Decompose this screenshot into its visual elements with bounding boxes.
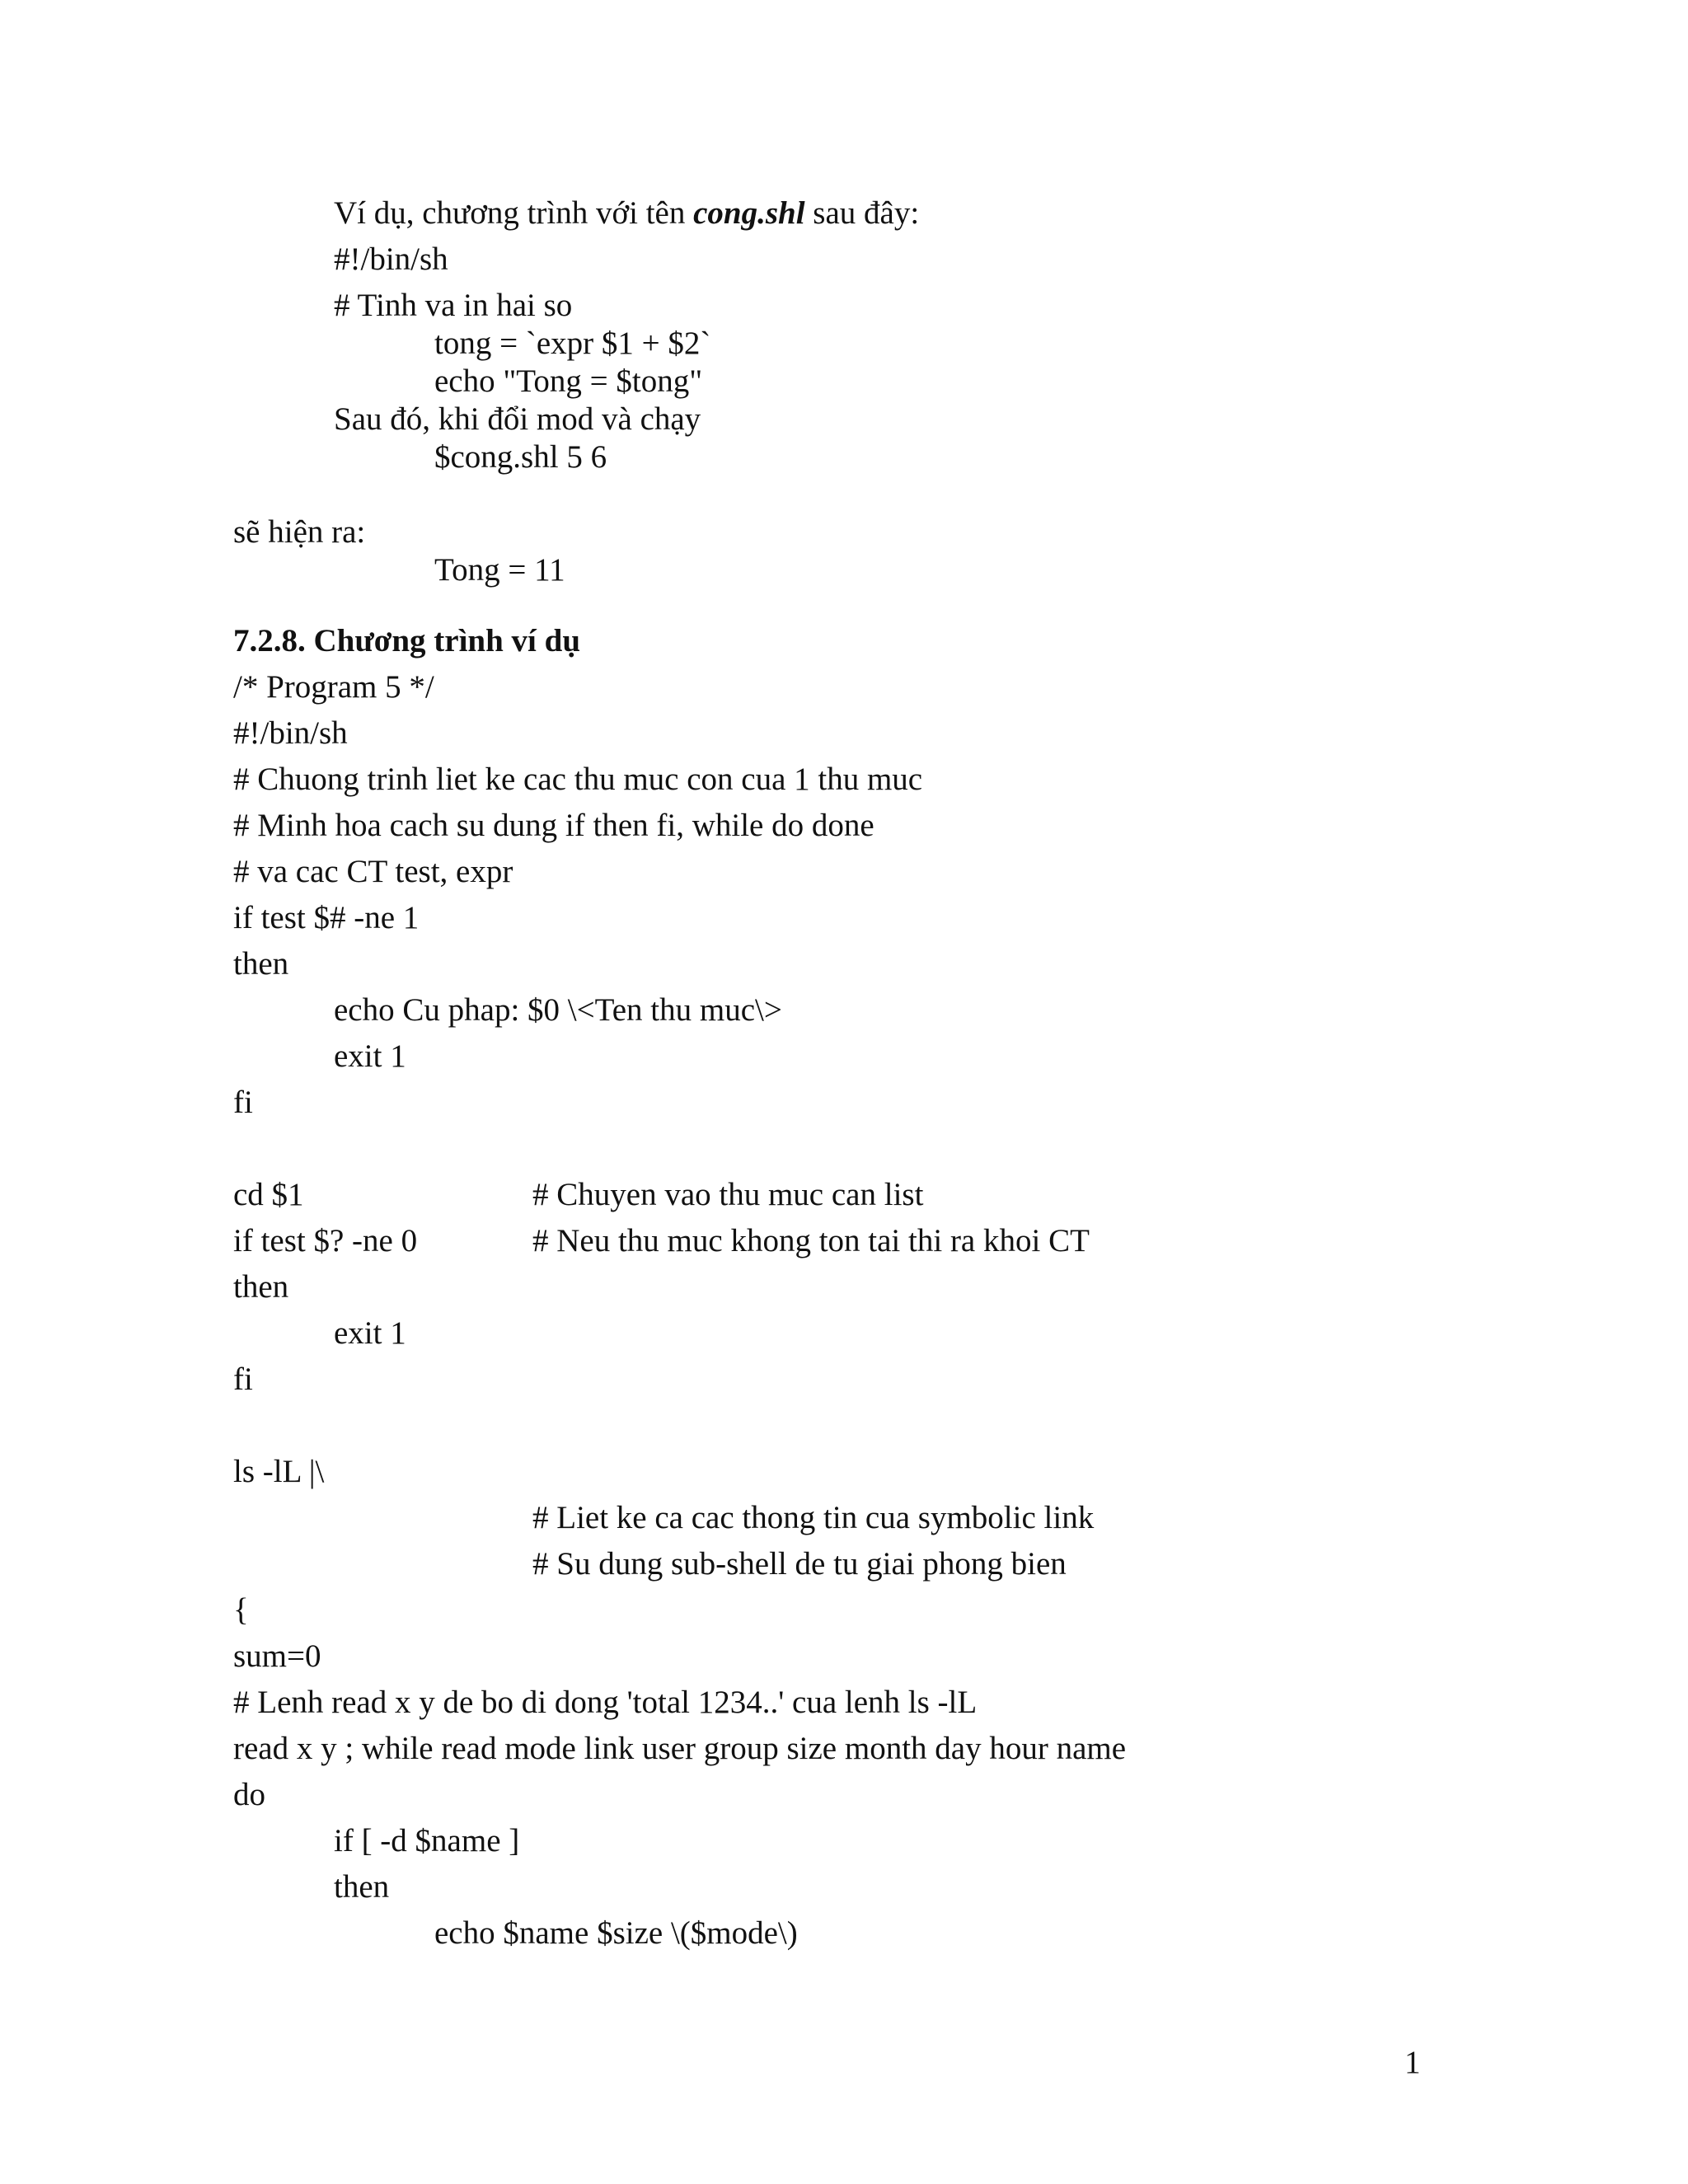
code-comment: # Neu thu muc khong ton tai thi ra khoi CT: [532, 1223, 1090, 1258]
code-comment: # Liet ke ca cac thong tin cua symbolic link: [532, 1500, 1095, 1535]
code-line: if [ -d $name ]: [334, 1823, 520, 1858]
code-comment: # Tinh va in hai so: [334, 288, 573, 323]
code-line: #!/bin/sh: [334, 241, 448, 277]
code-line: $cong.shl 5 6: [434, 439, 607, 475]
code-line: exit 1: [334, 1315, 406, 1351]
code-line: {: [233, 1592, 249, 1628]
code-line: read x y ; while read mode link user group size month day hour name: [233, 1731, 1127, 1766]
code-line: do: [233, 1777, 265, 1812]
code-comment: # va cac CT test, expr: [233, 854, 513, 889]
code-comment: # Su dung sub-shell de tu giai phong bien: [532, 1546, 1067, 1582]
code-line: fi: [233, 1085, 253, 1120]
intro-line: Ví dụ, chương trình với tên cong.shl sau đây:: [334, 195, 920, 231]
code-comment: /* Program 5 */: [233, 669, 434, 705]
code-comment: # Chuyen vao thu muc can list: [532, 1177, 924, 1212]
code-line: tong = `expr $1 + $2`: [434, 326, 711, 361]
code-comment: # Lenh read x y de bo di dong 'total 1234..' cua lenh ls -lL: [233, 1685, 978, 1720]
code-line: then: [334, 1869, 390, 1905]
code-line: echo Cu phap: $0 \<Ten thu muc\>: [334, 992, 782, 1028]
code-comment: # Minh hoa cach su dung if then fi, while do done: [233, 808, 874, 843]
code-line: then: [233, 946, 289, 982]
code-line: sum=0: [233, 1638, 321, 1674]
code-line: echo "Tong = $tong": [434, 363, 703, 399]
text-line: Sau đó, khi đổi mod và chạy: [334, 401, 701, 437]
code-comment: # Chuong trinh liet ke cac thu muc con cua 1 thu muc: [233, 762, 923, 797]
code-line: cd $1: [233, 1177, 304, 1212]
page-number: 1: [1404, 2045, 1421, 2080]
code-line: if test $? -ne 0: [233, 1223, 418, 1258]
code-line: fi: [233, 1361, 253, 1397]
filename-emphasis: cong.shl: [693, 195, 805, 231]
code-line: then: [233, 1269, 289, 1305]
code-line: ls -lL |\: [233, 1454, 325, 1489]
text-line: sẽ hiện ra:: [233, 514, 366, 550]
code-line: echo $name $size \($mode\): [434, 1915, 798, 1951]
code-line: if test $# -ne 1: [233, 900, 420, 935]
code-line: #!/bin/sh: [233, 715, 348, 751]
code-line: exit 1: [334, 1038, 406, 1074]
section-heading: 7.2.8. Chương trình ví dụ: [233, 623, 581, 658]
output-line: Tong = 11: [434, 552, 565, 588]
